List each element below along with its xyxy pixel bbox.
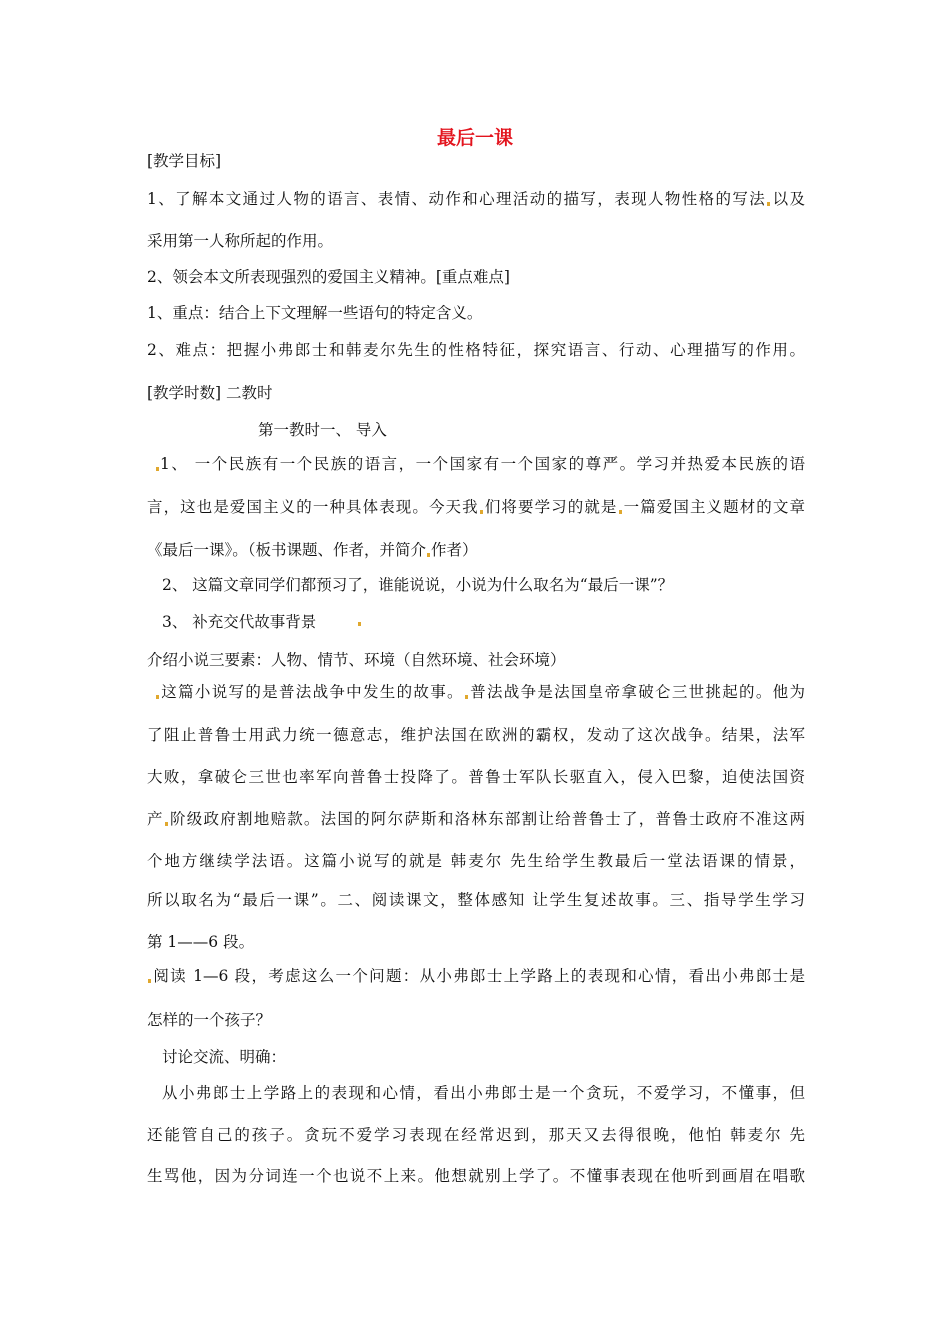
background-line-7: 第 1——6 段。	[147, 933, 255, 951]
mark-dot	[165, 822, 168, 826]
intro-1-line-2: 言，这也是爱国主义的一种具体表现。今天我 们将要学习的就是 一篇爱国主义题材的文章	[147, 498, 805, 516]
mark-dot	[156, 467, 159, 471]
intro-2: 2、 这篇文章同学们都预习了，谁能说说，小说为什么取名为“最后一课”？	[162, 576, 674, 594]
lesson-one-heading: 第一教时一、 导入	[258, 421, 387, 439]
answer-line-3: 生骂他，因为分词连一个也说不上来。他想就别上学了。不懂事表现在他听到画眉在唱歌	[147, 1167, 805, 1185]
answer-line-1: 从小弗郎士上学路上的表现和心情，看出小弗郎士是一个贪玩，不爱学习，不懂事，但	[162, 1084, 805, 1102]
reading-question-line-1: 阅读 1—6 段，考虑这么一个问题：从小弗郎士上学路上的表现和心情，看出小弗郎士是	[147, 966, 805, 986]
background-line-3: 大败，拿破仑三世也率军向普鲁士投降了。普鲁士军队长驱直入，侵入巴黎，迫使法国资	[147, 768, 805, 786]
mark-dot	[767, 202, 770, 206]
key-point-2: 2、难点：把握小弗郎士和韩麦尔先生的性格特征，探究语言、行动、心理描写的作用。	[147, 341, 805, 359]
mark-dot	[427, 553, 430, 557]
intro-1-line-3: 《最后一课》。（板书课题、作者，并简介 作者）	[147, 541, 478, 559]
answer-line-2: 还能管自己的孩子。贪玩不爱学习表现在经常迟到，那天又去得很晚，他怕 韩麦尔 先	[147, 1126, 805, 1144]
reading-question-line-2: 怎样的一个孩子？	[147, 1011, 272, 1029]
mark-dot	[358, 622, 361, 626]
mark-dot	[156, 695, 159, 699]
background-line-5: 个地方继续学法语。这篇小说写的就是 韩麦尔 先生给学生教最后一堂法语课的情景，	[147, 852, 805, 870]
page-title: 最后一课	[436, 127, 513, 149]
background-line-4: 产 阶级政府割地赔款。法国的阿尔萨斯和洛林东部割让给普鲁士了，普鲁士政府不准这两	[147, 810, 805, 828]
key-point-1: 1、重点：结合上下文理解一些语句的特定含义。	[147, 304, 483, 322]
background-line-1: 这篇小说写的是普法战争中发生的故事。 普法战争是法国皇帝拿破仑三世挑起的。他为	[155, 682, 805, 702]
mark-dot	[148, 979, 151, 983]
mark-dot	[619, 510, 622, 514]
goal-1-line-1: 1、了解本文通过人物的语言、表情、动作和心理活动的描写，表现人物性格的写法 以及	[147, 190, 805, 208]
story-elements: 介绍小说三要素：人物、情节、环境（自然环境、社会环境）	[147, 651, 566, 669]
intro-1-line-1: 1、 一个民族有一个民族的语言，一个国家有一个国家的尊严。学习并热爱本民族的语	[155, 454, 805, 474]
goal-1-line-2: 采用第一人称所起的作用。	[147, 232, 334, 250]
background-line-2: 了阻止普鲁士用武力统一德意志，维护法国在欧洲的霸权，发动了这次战争。结果，法军	[147, 726, 805, 744]
discussion-heading: 讨论交流、明确：	[162, 1048, 287, 1066]
intro-3: 3、 补充交代故事背景	[162, 613, 317, 631]
heading-teaching-goals: [教学目标]	[147, 152, 222, 170]
goal-2: 2、领会本文所表现强烈的爱国主义精神。[重点难点]	[147, 268, 510, 286]
teaching-hours: [教学时数] 二教时	[147, 384, 273, 402]
background-line-6: 所以取名为“最后一课”。二、阅读课文，整体感知 让学生复述故事。三、指导学生学习	[147, 891, 805, 909]
mark-dot	[465, 695, 468, 699]
mark-dot	[480, 510, 483, 514]
